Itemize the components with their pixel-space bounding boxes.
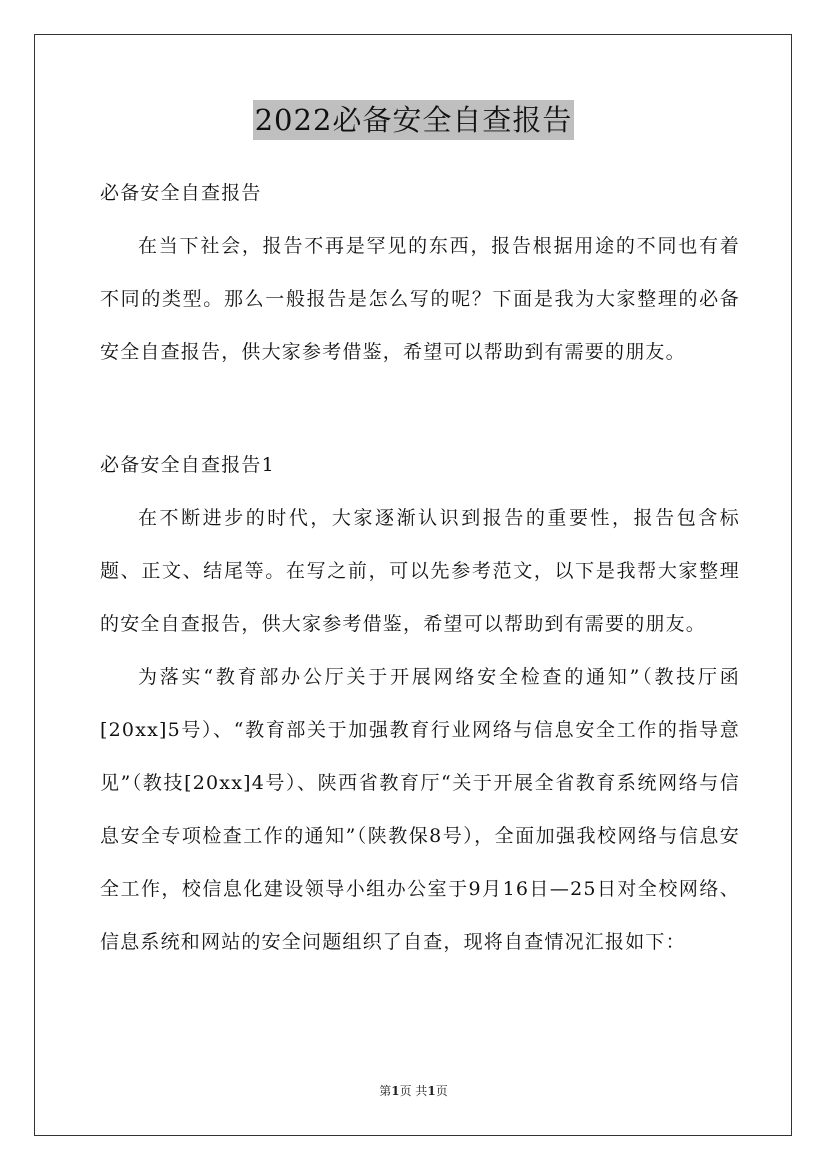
section1-heading: 必备安全自查报告1 bbox=[100, 454, 275, 476]
intro-paragraph: 在当下社会，报告不再是罕见的东西，报告根据用途的不同也有着不同的类型。那么一般报告是怎么写的呢？下面是我为大家整理的必备安全自查报告，供大家参考借鉴，希望可以帮助到有需要的朋友。 bbox=[100, 235, 740, 363]
title-container bbox=[0, 100, 827, 140]
section1-body bbox=[100, 492, 740, 969]
page-suffix: 页 bbox=[435, 1084, 448, 1098]
intro-section bbox=[100, 220, 740, 379]
document-title: 2022必备安全自查报告 bbox=[253, 100, 575, 140]
intro-heading: 必备安全自查报告 bbox=[100, 182, 262, 204]
section1-paragraph-1: 在不断进步的时代，大家逐渐认识到报告的重要性，报告包含标题、正文、结尾等。在写之前，可以先参考范文，以下是我帮大家整理的安全自查报告，供大家参考借鉴，希望可以帮助到有需要的朋友。 bbox=[100, 507, 740, 635]
page-prefix: 第 bbox=[379, 1084, 392, 1098]
page-mid: 页 共 bbox=[399, 1084, 428, 1098]
section1-paragraph-2: 为落实“教育部办公厅关于开展网络安全检查的通知”（教技厅函[20xx]5号）、“教育部关于加强教育行业网络与信息安全工作的指导意见”（教技[20xx]4号）、陕西省教育厅“关于开展全省教育系统网络与信息安全专项检查工作的通知”（陕教保8号），全面加强我校网络与信息安全工作，校信息化建设领导小组办公室于9月16日—25日对全校网络、信息系统和网站的安全问题组织了自查，现将自查情况汇报如下： bbox=[100, 666, 740, 953]
page-footer bbox=[0, 1082, 827, 1100]
page-total: 1 bbox=[427, 1084, 436, 1098]
page-current: 1 bbox=[391, 1084, 400, 1098]
